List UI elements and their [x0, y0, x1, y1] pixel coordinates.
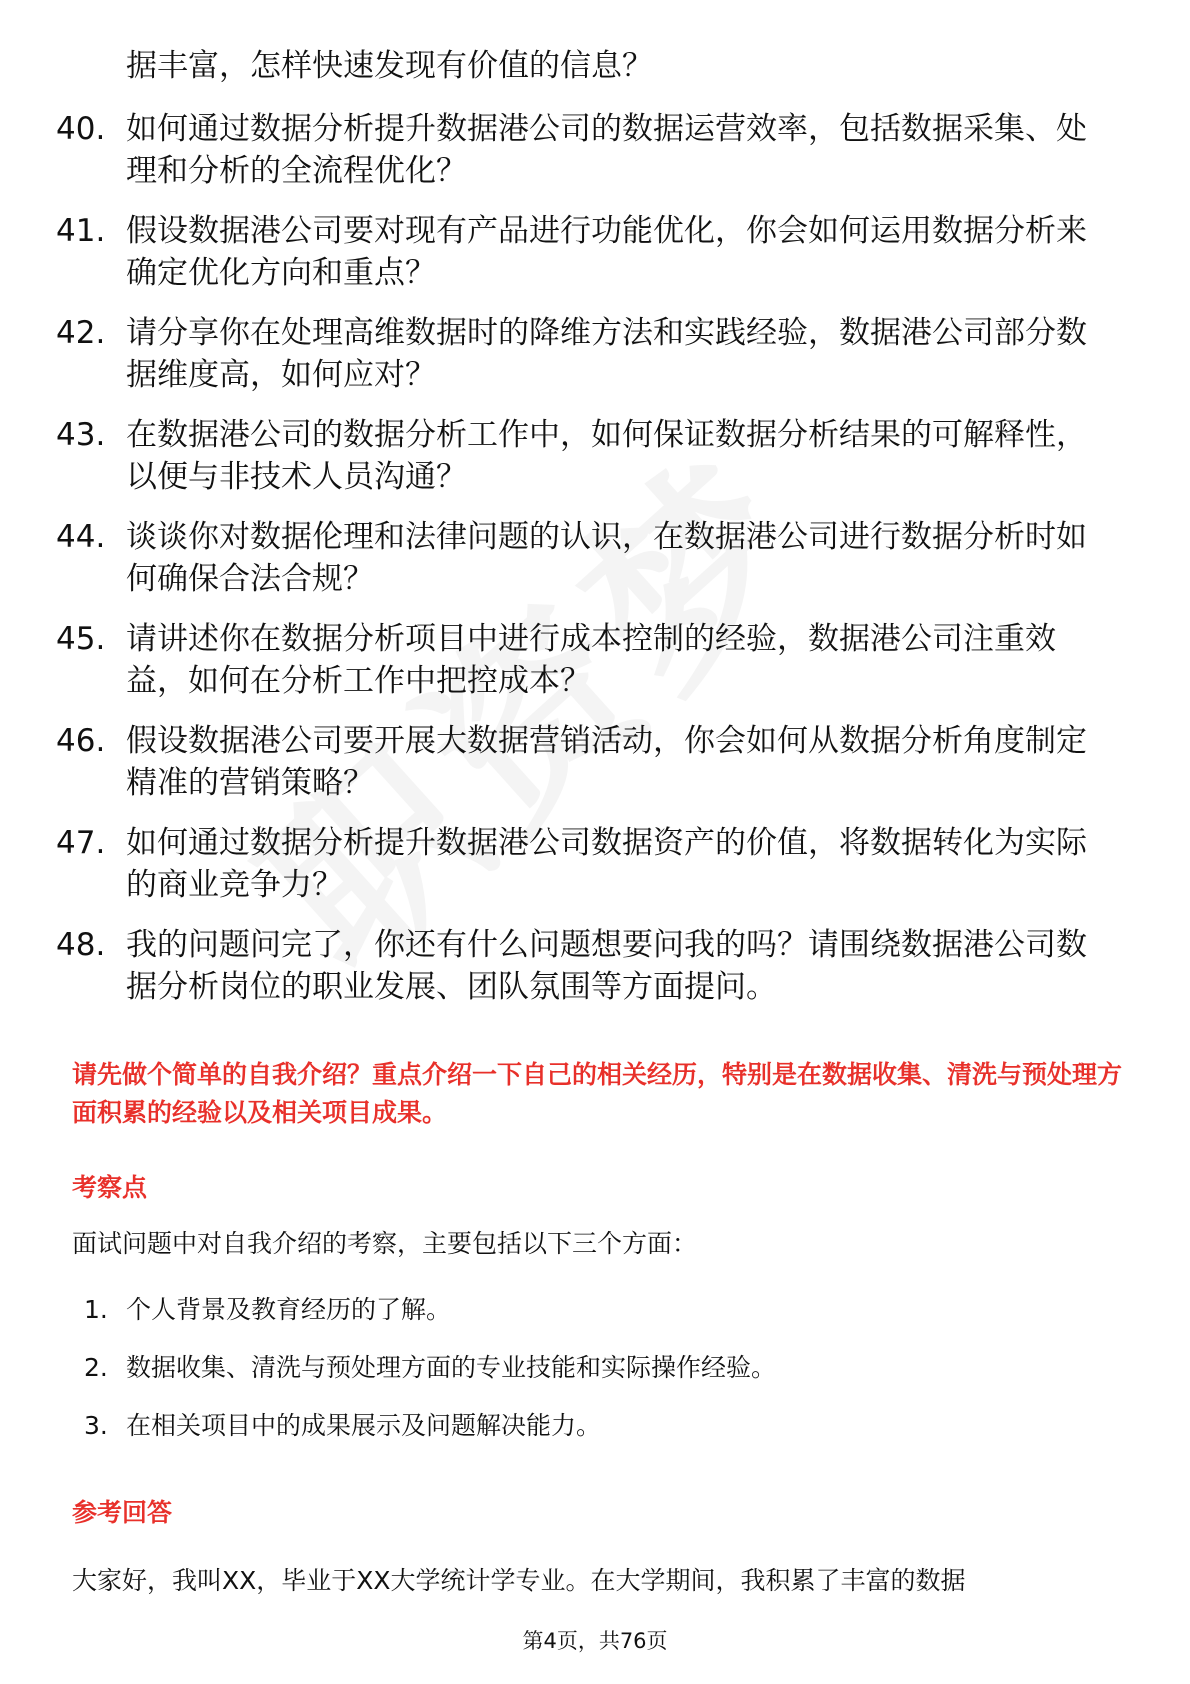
page-footer: 第4页，共76页	[522, 1629, 668, 1653]
question-item	[56, 720, 1116, 804]
question-number: 41.	[56, 213, 106, 249]
question-number: 42.	[56, 315, 106, 351]
question-number: 43.	[56, 417, 106, 453]
list-item-number: 3.	[84, 1411, 108, 1440]
question-item	[56, 312, 1116, 396]
assessment-intro: 面试问题中对自我介绍的考察，主要包括以下三个方面：	[72, 1229, 698, 1258]
question-number: 46.	[56, 723, 106, 759]
question-item	[56, 822, 1116, 906]
question-item	[56, 618, 1116, 702]
question-item	[56, 516, 1116, 600]
question-number: 47.	[56, 825, 106, 861]
question-item	[56, 108, 1116, 192]
list-item	[84, 1292, 776, 1328]
continuation-text: 据丰富，怎样快速发现有价值的信息？	[126, 48, 653, 84]
list-item-text: 在相关项目中的成果展示及问题解决能力。	[126, 1411, 602, 1440]
question-text: 假设数据港公司要对现有产品进行功能优化，你会如何运用数据分析来确定优化方向和重点？	[126, 213, 1087, 291]
question-text: 请讲述你在数据分析项目中进行成本控制的经验，数据港公司注重效益，如何在分析工作中把控成本？	[126, 621, 1056, 699]
assessment-points	[84, 1292, 776, 1466]
question-number: 45.	[56, 621, 106, 657]
question-item	[56, 924, 1116, 1008]
list-item-text: 数据收集、清洗与预处理方面的专业技能和实际操作经验。	[126, 1353, 777, 1382]
section-heading-assessment: 考察点	[72, 1173, 148, 1202]
list-item	[84, 1350, 776, 1386]
list-item	[84, 1408, 776, 1444]
question-number: 40.	[56, 111, 106, 147]
question-text: 请分享你在处理高维数据时的降维方法和实践经验，数据港公司部分数据维度高，如何应对？	[126, 315, 1087, 393]
answer-text: 大家好，我叫XX，毕业于XX大学统计学专业。在大学期间，我积累了丰富的数据	[72, 1566, 966, 1595]
question-text: 我的问题问完了，你还有什么问题想要问我的吗？请围绕数据港公司数据分析岗位的职业发展、团队氛围等方面提问。	[126, 927, 1087, 1005]
question-item	[56, 210, 1116, 294]
question-item	[56, 414, 1116, 498]
list-item-number: 1.	[84, 1295, 108, 1324]
section-heading-answer: 参考回答	[72, 1498, 173, 1527]
question-text: 在数据港公司的数据分析工作中，如何保证数据分析结果的可解释性，以便与非技术人员沟通？	[126, 417, 1087, 495]
question-text: 谈谈你对数据伦理和法律问题的认识，在数据港公司进行数据分析时如何确保合法合规？	[126, 519, 1087, 597]
question-text: 如何通过数据分析提升数据港公司的数据运营效率，包括数据采集、处理和分析的全流程优化？	[126, 111, 1087, 189]
question-number: 48.	[56, 927, 106, 963]
question-text: 如何通过数据分析提升数据港公司数据资产的价值，将数据转化为实际的商业竞争力？	[126, 825, 1087, 903]
list-item-number: 2.	[84, 1353, 108, 1382]
question-text: 假设数据港公司要开展大数据营销活动，你会如何从数据分析角度制定精准的营销策略？	[126, 723, 1087, 801]
question-number: 44.	[56, 519, 106, 555]
question-list	[56, 108, 1116, 1026]
list-item-text: 个人背景及教育经历的了解。	[126, 1295, 452, 1324]
interview-prompt: 请先做个简单的自我介绍？重点介绍一下自己的相关经历，特别是在数据收集、清洗与预处理方面积累的经验以及相关项目成果。	[72, 1060, 1123, 1127]
